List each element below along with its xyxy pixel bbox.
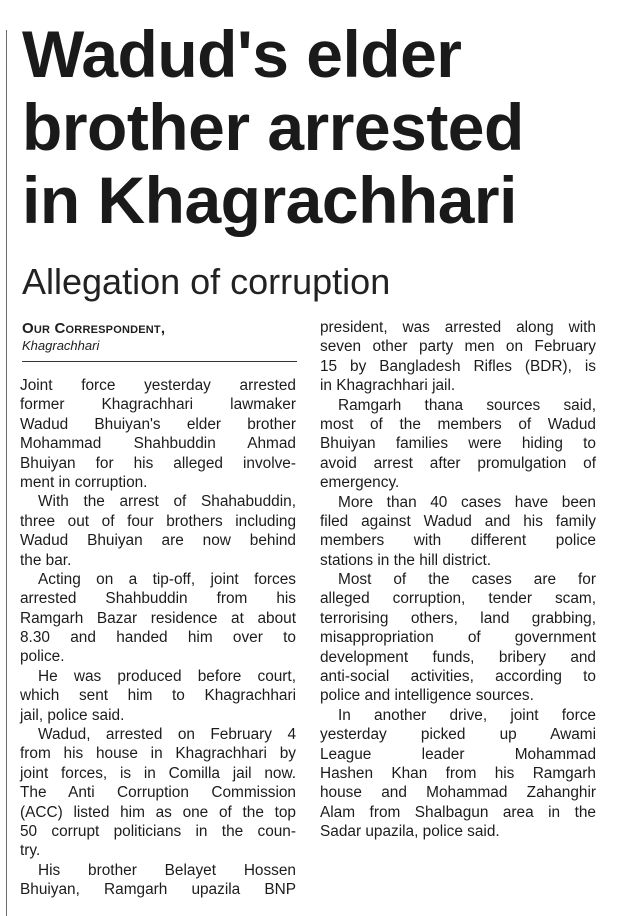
text-line: three out of four brothers including xyxy=(20,512,296,530)
text-line: Ramgarh Bazar residence at about xyxy=(20,609,296,627)
text-line: His brother Belayet Hossen xyxy=(38,861,296,879)
headline-line: in Khagrachhari xyxy=(22,163,517,237)
text-line: Alam from Shalbagun area in the xyxy=(320,803,596,821)
text-line: Sadar upazila, police said. xyxy=(320,823,500,841)
text-line: arrested Shahbuddin from his xyxy=(20,590,296,608)
text-line: members with different police xyxy=(320,532,596,550)
text-line: filed against Wadud and his family xyxy=(320,512,596,530)
text-line: yesterday picked up Awami xyxy=(320,726,596,744)
byline-author: Our Correspondent, xyxy=(22,320,166,337)
text-line: try. xyxy=(20,842,41,860)
text-line: Ramgarh thana sources said, xyxy=(338,396,596,414)
article-column-2 xyxy=(320,318,596,842)
text-line: which sent him to Khagrachhari xyxy=(20,687,296,705)
article-column-1 xyxy=(20,376,296,900)
text-line: Hashen Khan from his Ramgarh xyxy=(320,764,596,782)
text-line: Acting on a tip-off, joint forces xyxy=(38,570,296,588)
text-line: With the arrest of Shahabuddin, xyxy=(38,493,296,511)
text-line: terrorising others, land grabbing, xyxy=(320,609,596,627)
text-line: Joint force yesterday arrested xyxy=(20,377,296,394)
text-line: house and Mohammad Zahanghir xyxy=(320,784,596,802)
text-line: Bhuiyan, Ramgarh upazila BNP xyxy=(20,881,296,899)
text-line: anti-social activities, according to xyxy=(320,668,596,686)
text-line: avoid arrest after promulgation of xyxy=(320,454,596,472)
text-line: In another drive, joint force xyxy=(338,706,596,724)
subheadline: Allegation of corruption xyxy=(22,261,391,302)
text-line: (ACC) listed him as one of the top xyxy=(20,803,296,821)
text-line: alleged corruption, tender scam, xyxy=(320,590,596,608)
headline-line: Wadud's elder xyxy=(22,17,462,91)
text-line: 15 by Bangladesh Rifles (BDR), is xyxy=(320,357,596,375)
text-line: Mohammad Shahbuddin Ahmad xyxy=(20,435,296,453)
headline xyxy=(22,18,622,237)
text-line: police. xyxy=(20,648,65,666)
text-line: 50 corrupt politicians in the coun- xyxy=(20,822,296,840)
byline xyxy=(22,320,297,354)
column-rule xyxy=(6,30,7,916)
text-line: More than 40 cases have been xyxy=(338,493,596,511)
text-line: seven other party men on February xyxy=(320,338,596,356)
text-line: most of the members of Wadud xyxy=(320,415,596,433)
text-line: Most of the cases are for xyxy=(338,571,596,589)
text-line: League leader Mohammad xyxy=(320,745,596,763)
text-line: president, was arrested along with xyxy=(320,319,596,336)
text-line: The Anti Corruption Commission xyxy=(20,784,296,802)
text-line: He was produced before court, xyxy=(38,667,296,685)
text-line: 8.30 and handed him over to xyxy=(20,629,296,647)
text-line: jail, police said. xyxy=(20,706,125,724)
text-line: police and intelligence sources. xyxy=(320,687,534,705)
text-line: ment in corruption. xyxy=(20,473,148,491)
headline-line: brother arrested xyxy=(22,90,524,164)
text-line: stations in the hill district. xyxy=(320,551,492,569)
text-line: Bhuiyan for his alleged involve- xyxy=(20,454,296,472)
text-line: Wadud Bhuiyan are now behind xyxy=(20,532,296,550)
text-line: the bar. xyxy=(20,551,72,569)
byline-divider xyxy=(22,361,297,362)
text-line: former Khagrachhari lawmaker xyxy=(20,396,296,414)
text-line: emergency. xyxy=(320,474,400,492)
text-line: Bhuiyan families were hiding to xyxy=(320,435,596,453)
text-line: misappropriation of government xyxy=(320,629,596,647)
text-line: from his house in Khagrachhari by xyxy=(20,745,296,763)
text-line: in Khagrachhari jail. xyxy=(320,377,456,395)
text-line: Wadud, arrested on February 4 xyxy=(38,726,296,744)
text-line: development funds, bribery and xyxy=(320,648,596,666)
text-line: joint forces, is in Comilla jail now. xyxy=(20,764,296,782)
text-line: Wadud Bhuiyan's elder brother xyxy=(20,415,296,433)
byline-dateline: Khagrachhari xyxy=(22,338,100,353)
